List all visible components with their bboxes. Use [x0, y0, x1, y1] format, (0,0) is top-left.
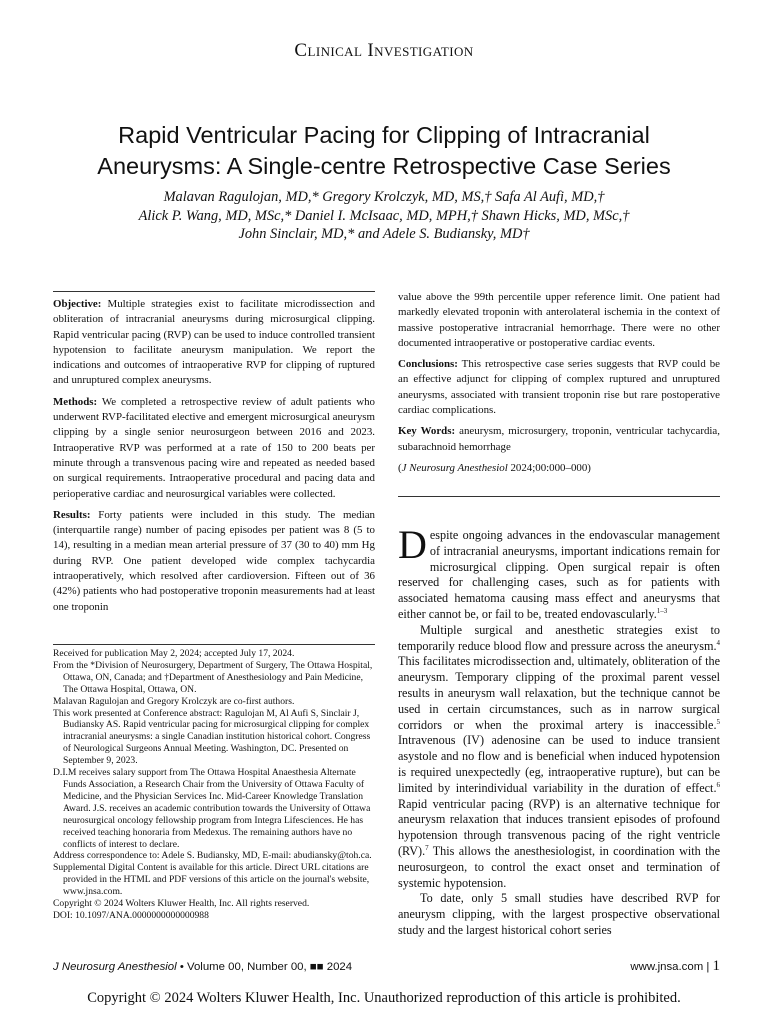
footnote-copyright: Copyright © 2024 Wolters Kluwer Health, Inc. All rights reserved.	[53, 898, 310, 910]
objective-text: Multiple strategies exist to facilitate microdissection and obliteration of intracranial aneurysms during microsurgical clipping. Rapid ventricular pacing (RVP) can be used to induce controlled transient hypotension to facilitate aneurysm manipulation. We report the indications and outcomes of intraoperative RVP for clipping of ruptured and unruptured complex aneurysms.	[53, 298, 375, 387]
p2-text-b: This facilitates microdissection and, ultimately, obliteration of the aneurysm. Temporary clipping of the proximal parent vessel results in aneurysm wall relaxation, but the technique cannot be used in certain circumstances, such as in narrow surgical corridors or when the proximal artery is inaccessible.	[398, 654, 720, 732]
title-line-2: Aneurysms: A Single-centre Retrospective Case Series	[97, 153, 671, 179]
conclusions-text: This retrospective case series suggests that RVP could be an effective adjunct for clipping of complex ruptured and unruptured aneurysms, associated with transient troponin rise but rare postoperative cardiac complications.	[398, 358, 720, 417]
abstract-left-column	[53, 297, 375, 621]
title-line-1: Rapid Ventricular Pacing for Clipping of Intracranial	[118, 122, 650, 148]
footnote-disclosures: D.I.M receives salary support from The Ottawa Hospital Anaesthesia Alternate Funds Association, a Research Chair from the University of Ottawa Faculty of Medicine, and the Physician Services Inc. Mid-Career Knowledge Translation Award. J.S. receives an academic contribution towards the University of Ottawa neurosurgical oncology fellowship program from Integra Lifesciences. He has received teaching honoraria from Medexus. The remaining authors have no conflicts of interest to declare.	[53, 767, 371, 850]
abstract-keywords	[398, 424, 720, 455]
results-text: Forty patients were included in this study. The median (interquartile range) number of pacing episodes per patient was 8 (5 to 14), resulting in a median mean arterial pressure of 37 (30 to 40) mm Hg during RVP. One patient developed wide complex tachycardia intraoperatively, which resolved after cardioversion. Fifteen out of 36 (42%) patients who had postoperative troponin measurements had at least one troponin	[53, 508, 375, 613]
p2-text-a: Multiple surgical and anesthetic strategies exist to temporarily reduce blood flow and pressure across the aneurysm.	[398, 622, 720, 653]
footnote-correspondence: Address correspondence to: Adele S. Budiansky, MD, E-mail: abudiansky@toh.ca.	[53, 850, 372, 862]
keywords-label: Key Words:	[398, 425, 456, 438]
authors-line-1: Malavan Ragulojan, MD,* Gregory Krolczyk, MD, MS,† Safa Al Aufi, MD,†	[163, 189, 605, 205]
footnote-rule	[53, 644, 375, 645]
body-paragraph-3: To date, only 5 small studies have described RVP for aneurysm clipping, with the largest prospective observational study and the largest historical cohort series	[398, 891, 720, 937]
page-number: 1	[712, 958, 720, 974]
drop-cap: D	[398, 522, 427, 567]
keywords-text: aneurysm, microsurgery, troponin, ventricular tachycardia, subarachnoid hemorrhage	[398, 425, 720, 453]
footer-journal-name: J Neurosurg Anesthesiol	[53, 961, 177, 973]
footnote-affiliations: From the *Division of Neurosurgery, Department of Surgery, The Ottawa Hospital, Ottawa, ON, Canada; and †Department of Anesthesiology and Pain Medicine, The Ottawa Hospital, Ottawa, ON.	[53, 659, 373, 695]
footnote-received: Received for publication May 2, 2024; accepted July 17, 2024.	[53, 648, 295, 659]
p2-text-c: Intravenous (IV) adenosine can be used to induce transient asystole and no flow and is beneficial when induced hypotension is required unexpectedly (eg, intraoperative rupture), but can be limited by interindividual variability in the duration of effect.	[398, 733, 720, 795]
footnote-doi: DOI: 10.1097/ANA.0000000000000988	[53, 909, 209, 921]
footnote-supplemental: Supplemental Digital Content is available for this article. Direct URL citations are provided in the HTML and PDF versions of this article on the journal's website, www.jnsa.com.	[53, 862, 370, 898]
footer-site: www.jnsa.com |	[630, 961, 713, 973]
ref-7: 7	[425, 843, 429, 852]
p1-text: espite ongoing advances in the endovascular management of intracranial aneurysms, important indications remain for microsurgical clipping. Open surgical repair is often reserved for challenging cases, such as for patients with associated hematoma causing mass effect and aneurysms that either cannot be, or fail to be, treated endovascularly.	[398, 528, 720, 621]
abstract-right-column	[398, 290, 720, 482]
ref-5: 5	[716, 717, 720, 726]
abstract-citation	[398, 461, 720, 476]
citation-rest: 2024;00:000–000)	[507, 461, 591, 474]
running-footer-site	[630, 958, 720, 975]
abstract-results	[53, 508, 375, 615]
footer-volume: • Volume 00, Number 00, ■■ 2024	[176, 961, 353, 973]
conclusions-label: Conclusions:	[398, 358, 458, 371]
objective-label: Objective:	[53, 298, 102, 310]
footnote-cofirst: Malavan Ragulojan and Gregory Krolczyk are co-first authors.	[53, 695, 295, 707]
authors-line-2: Alick P. Wang, MD, MSc,* Daniel I. McIsaac, MD, MPH,† Shawn Hicks, MD, MSc,†	[138, 207, 630, 224]
ref-1-3: 1–3	[656, 606, 668, 615]
p2-text-e: This allows the anesthesiologist, in coordination with the neurosurgeon, to control the exact onset and termination of systemic hypotension.	[398, 843, 720, 890]
abstract-top-rule	[53, 291, 375, 292]
authors-line-3: John Sinclair, MD,* and Adele S. Budiansky, MD†	[238, 226, 530, 243]
footnotes	[53, 648, 375, 922]
results-label: Results:	[53, 508, 91, 521]
ref-4: 4	[716, 638, 720, 647]
citation-journal: J Neurosurg Anesthesiol	[401, 461, 508, 474]
methods-label: Methods:	[53, 395, 98, 408]
ref-6: 6	[716, 780, 720, 789]
abstract-methods	[53, 395, 375, 502]
body-text	[398, 522, 720, 939]
article-title	[60, 120, 708, 182]
abstract-conclusions	[398, 357, 720, 418]
body-paragraph-2	[398, 623, 720, 892]
author-list	[70, 188, 698, 244]
p2-text-d: Rapid ventricular pacing (RVP) is an alternative technique for aneurysm relaxation that induces transient episodes of profound hypotension through transvenous pacing of the right ventricle (RV).	[398, 796, 720, 858]
running-footer-journal	[53, 961, 352, 973]
copyright-notice: Copyright © 2024 Wolters Kluwer Health, Inc. Unauthorized reproduction of this article is prohibited.	[87, 990, 681, 1006]
methods-text: We completed a retrospective review of adult patients who underwent RVP-facilitated elective and emergent microsurgical aneurysm clipping by a single senior neurosurgeon between 2016 and 2023. Intraoperative RVP was performed at a rate of 150 to 200 beats per minute through a transvenous pacing wire and repeated as needed based on surgical requirements. Intraoperative procedural and pacing data and perioperative cardiac and neurosurgical variables were collected.	[53, 395, 375, 500]
section-heading: Clinical Investigation	[294, 40, 474, 61]
citation-paren: (	[398, 461, 402, 474]
abstract-results-continued: value above the 99th percentile upper reference limit. One patient had markedly elevated troponin with anterolateral ischemia in the context of massive postoperative intracranial hemorrhage. There were no other documented intraoperative or postoperative cardiac events.	[398, 291, 720, 349]
abstract-bottom-rule	[398, 496, 720, 497]
footnote-presented: This work presented at Conference abstract: Ragulojan M, Al Aufi S, Sinclair J, Budiansky AS. Rapid ventricular pacing for microsurgical clipping for complex intracranial aneurysms: a single Canadian institution historical cohort. Congress of Neurological Surgeons Annual Meeting. Washington, DC. Presented on September 9, 2023.	[53, 707, 371, 767]
body-paragraph-1	[398, 522, 720, 623]
abstract-objective	[53, 297, 375, 389]
